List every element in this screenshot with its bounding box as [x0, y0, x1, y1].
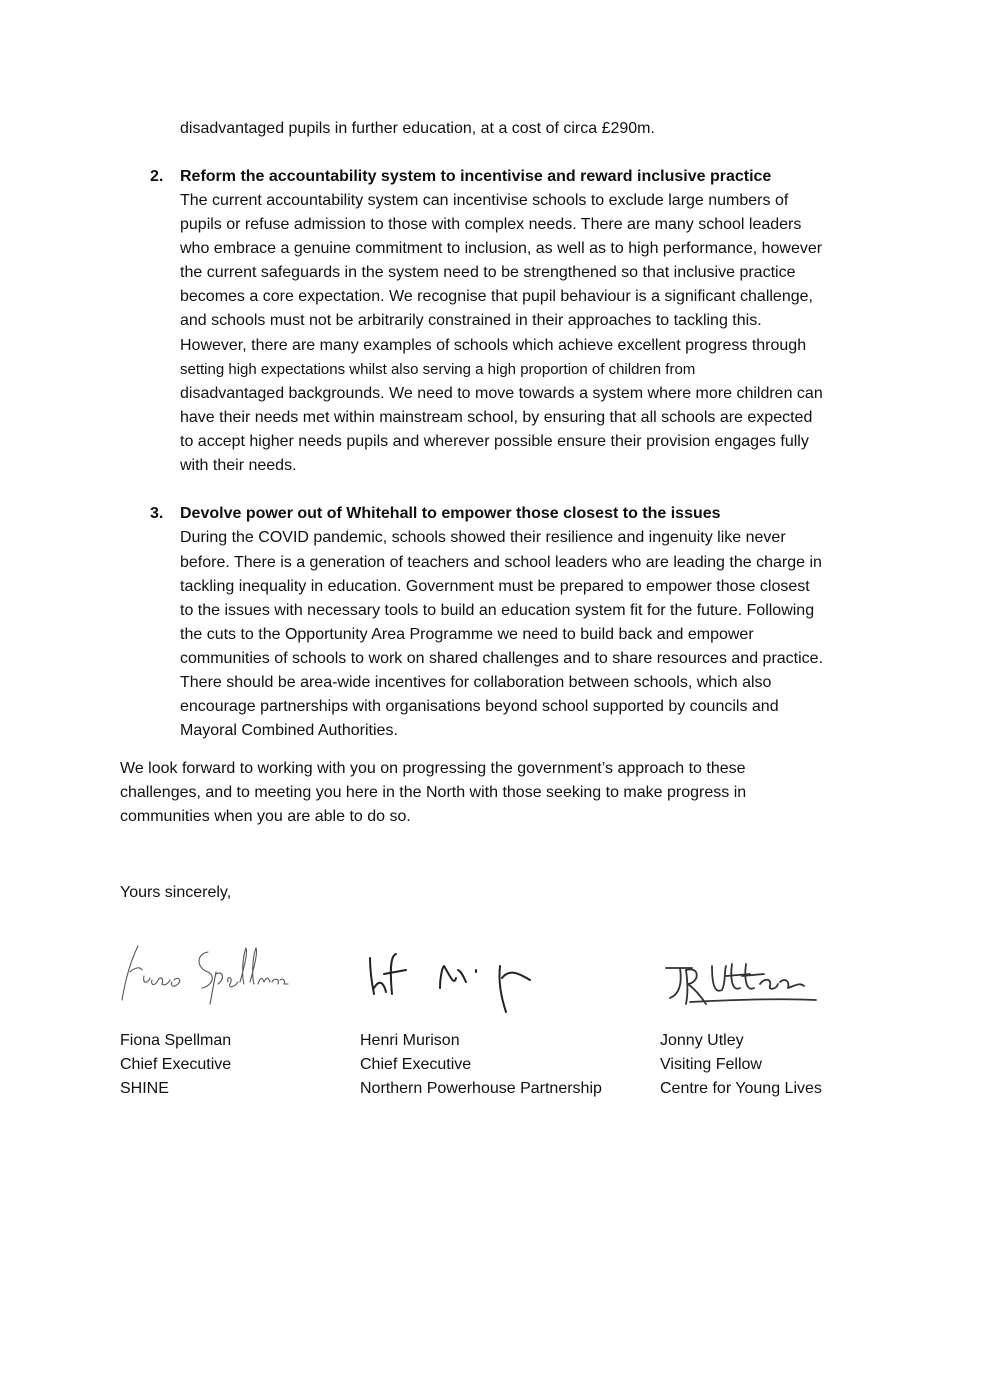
signatory-org: SHINE [120, 1080, 169, 1097]
item-3-line: Mayoral Combined Authorities. [180, 722, 398, 739]
item-2-number: 2. [150, 168, 164, 185]
signatory-name: Henri Murison [360, 1032, 460, 1049]
item-3-line: the cuts to the Opportunity Area Programme we need to build back and empower [180, 626, 754, 643]
item-3-line: before. There is a generation of teachers and school leaders who are leading the charge in [180, 554, 822, 571]
item-2-line: to accept higher needs pupils and wherever possible ensure their provision engages fully [180, 433, 809, 450]
signature-henri-murison [360, 948, 540, 1023]
signatory-name: Jonny Utley [660, 1032, 744, 1049]
item-2-line: The current accountability system can incentivise schools to exclude large numbers of [180, 192, 789, 209]
signature-fiona-spellman [116, 938, 291, 1008]
signoff: Yours sincerely, [120, 884, 232, 901]
item-2-line: with their needs. [180, 457, 297, 474]
item-2-line: have their needs met within mainstream school, by ensuring that all schools are expected [180, 409, 813, 426]
item-2-line: who embrace a genuine commitment to inclusion, as well as to high performance, however [180, 240, 823, 257]
continuation-line: disadvantaged pupils in further education, at a cost of circa £290m. [180, 120, 655, 137]
closing-line: challenges, and to meeting you here in the North with those seeking to make progress in [120, 784, 747, 801]
item-2-line: setting high expectations whilst also serving a high proportion of children from [180, 361, 696, 378]
item-2-line: the current safeguards in the system need to be strengthened so that inclusive practice [180, 264, 796, 281]
item-2-line: pupils or refuse admission to those with complex needs. There are many school leaders [180, 216, 802, 233]
signatory-title: Visiting Fellow [660, 1056, 762, 1073]
closing-line: communities when you are able to do so. [120, 808, 411, 825]
item-3-line: During the COVID pandemic, schools showed their resilience and ingenuity like never [180, 529, 786, 546]
item-3-line: There should be area-wide incentives for collaboration between schools, which also [180, 674, 772, 691]
closing-line: We look forward to working with you on progressing the government’s approach to these [120, 760, 746, 777]
item-3-line: communities of schools to work on shared challenges and to share resources and practice. [180, 650, 824, 667]
item-3-line: encourage partnerships with organisations beyond school supported by councils and [180, 698, 779, 715]
item-2-line: However, there are many examples of schools which achieve excellent progress through [180, 337, 807, 354]
item-3-number: 3. [150, 505, 164, 522]
item-2-heading: Reform the accountability system to incentivise and reward inclusive practice [180, 168, 772, 185]
item-2-line: disadvantaged backgrounds. We need to move towards a system where more children can [180, 385, 823, 402]
signatory-org: Northern Powerhouse Partnership [360, 1080, 602, 1097]
item-2-line: becomes a core expectation. We recognise that pupil behaviour is a significant challenge, [180, 288, 813, 305]
item-3-line: to the issues with necessary tools to build an education system fit for the future. Following [180, 602, 815, 619]
signatory-title: Chief Executive [120, 1056, 232, 1073]
signature-jonny-utley [660, 958, 820, 1013]
signatory-title: Chief Executive [360, 1056, 472, 1073]
signatory-org: Centre for Young Lives [660, 1080, 822, 1097]
signatory-name: Fiona Spellman [120, 1032, 232, 1049]
item-3-line: tackling inequality in education. Government must be prepared to empower those closest [180, 578, 810, 595]
item-3-heading: Devolve power out of Whitehall to empower those closest to the issues [180, 505, 721, 522]
item-2-line: and schools must not be arbitrarily constrained in their approaches to tackling this. [180, 312, 762, 329]
